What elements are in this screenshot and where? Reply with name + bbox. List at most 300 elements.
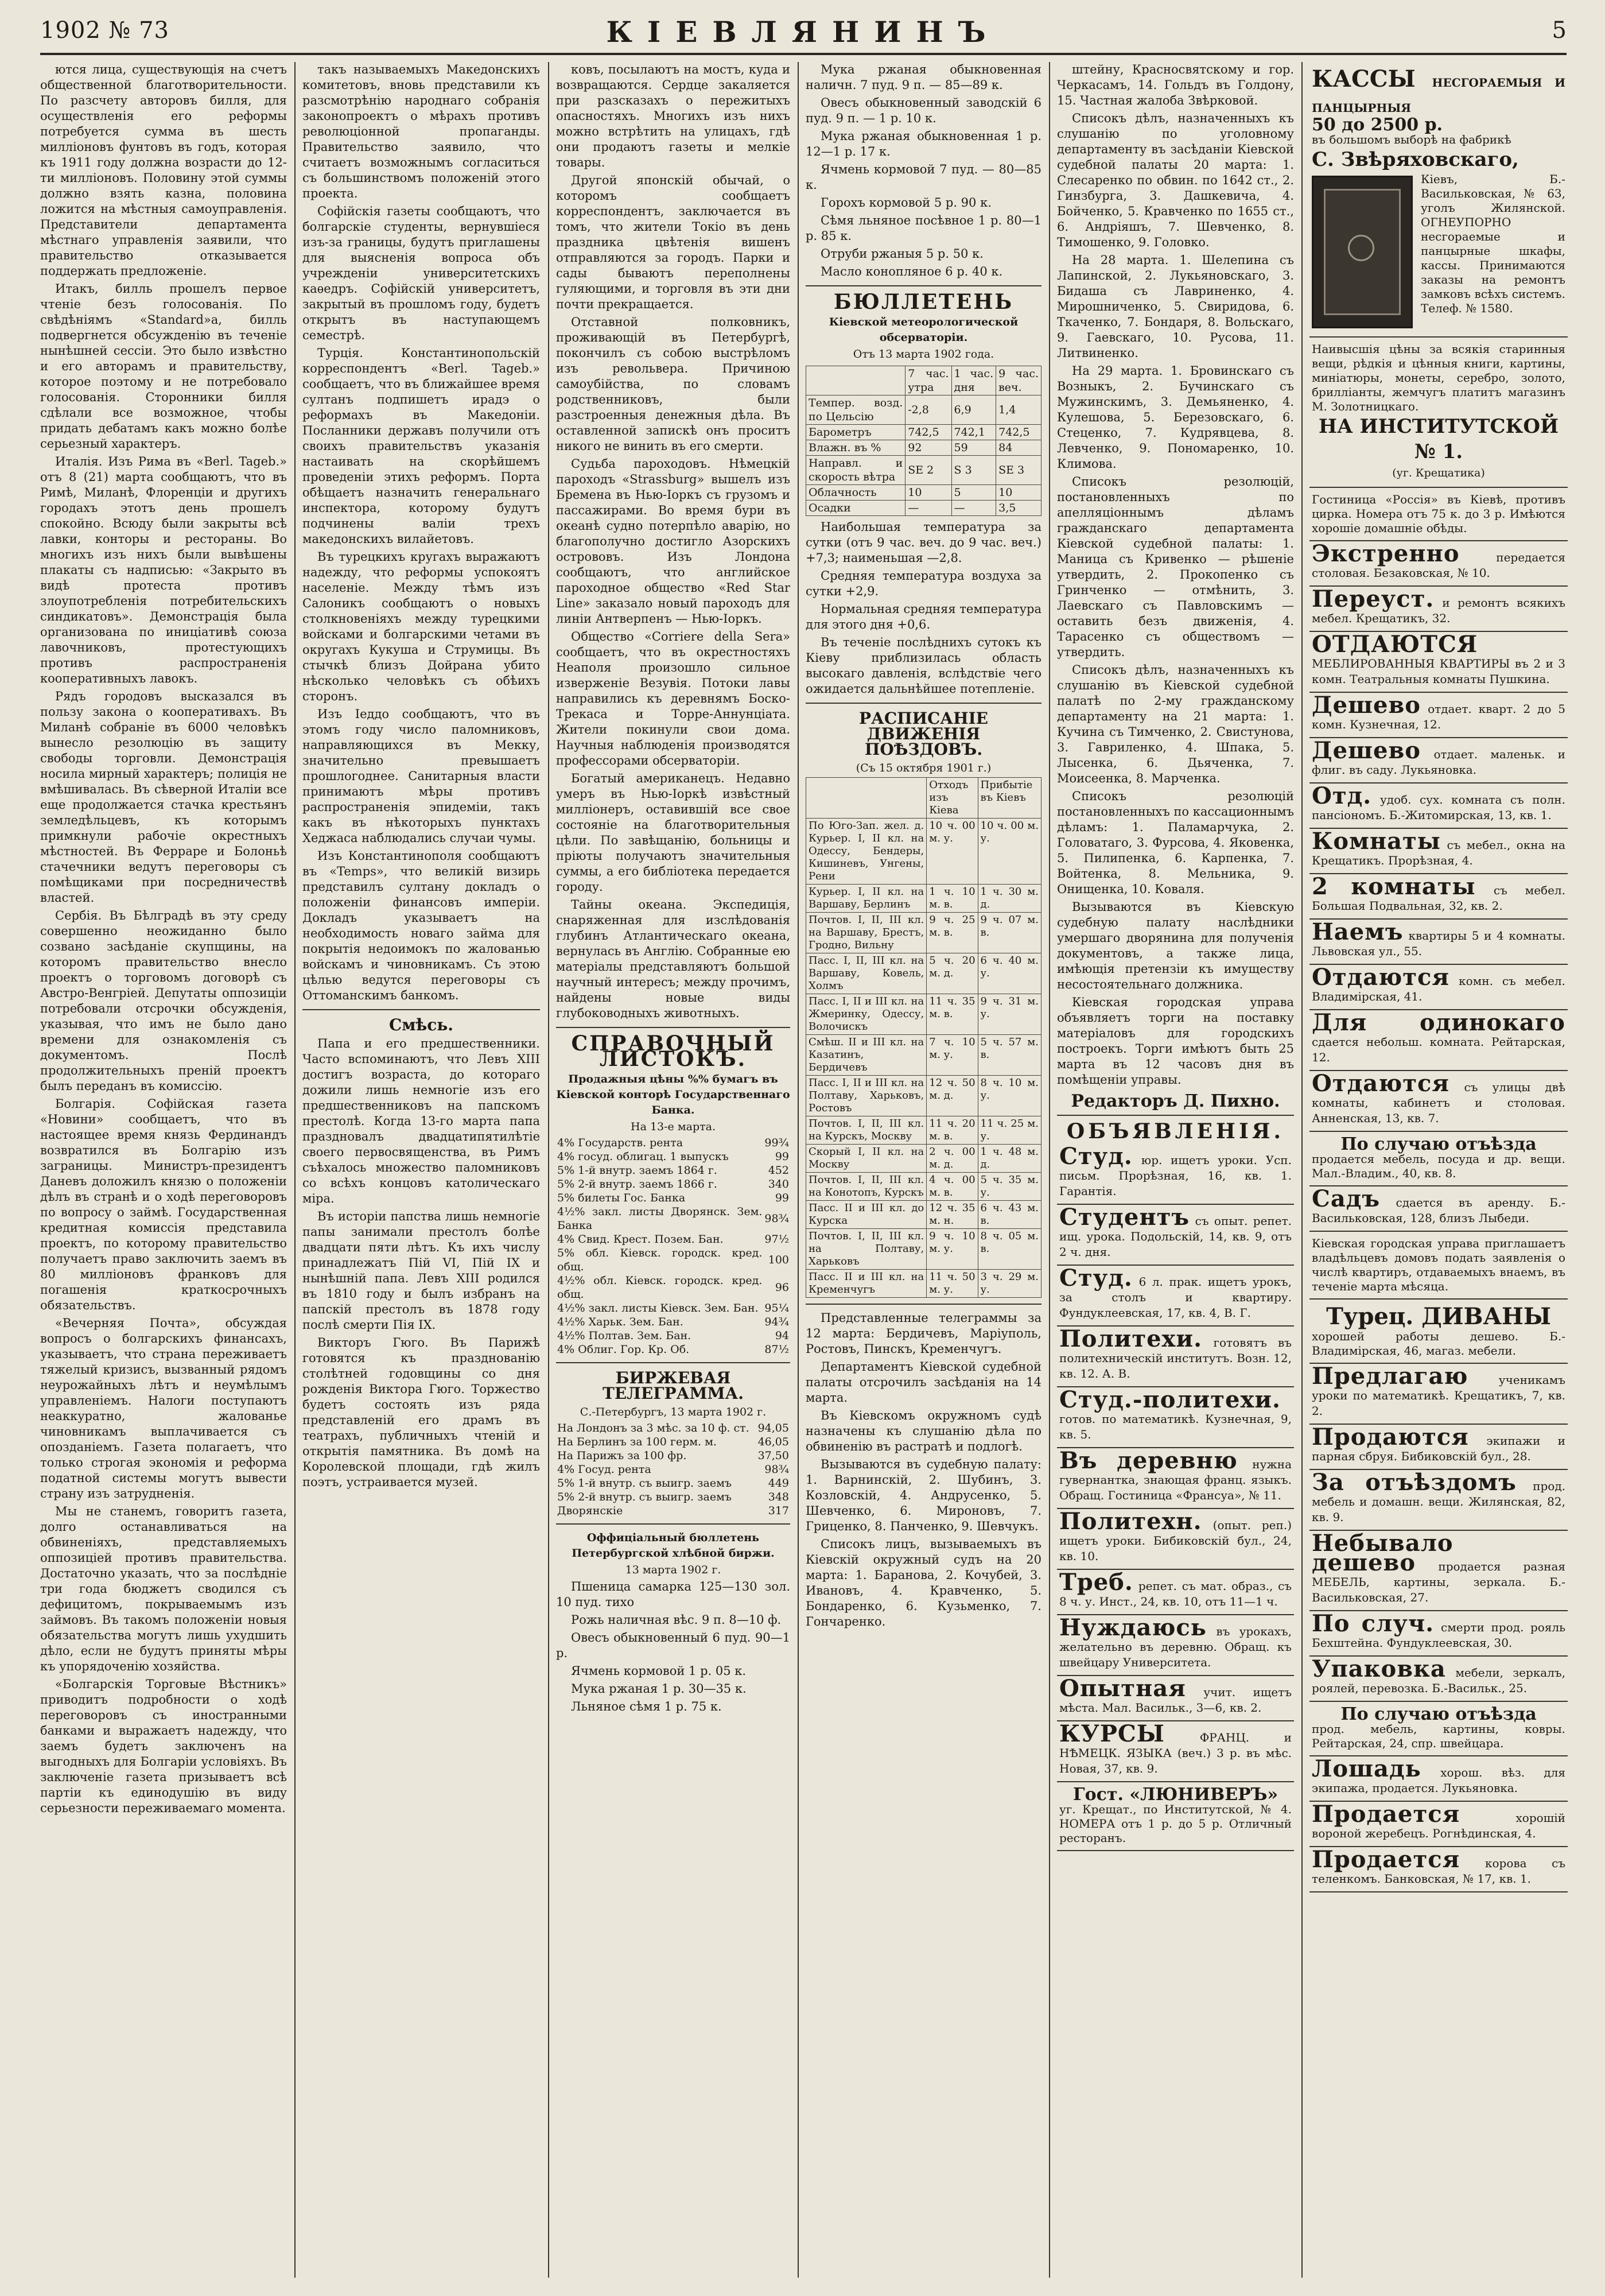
- weather-notes: [806, 519, 1041, 697]
- table-row: [806, 425, 1041, 440]
- arrival-time: 3 ч. 29 м. у.: [978, 1270, 1041, 1298]
- ad-text: (опыт. реп.) ищетъ уроки. Бибиковскій бул., 24, кв. 10.: [1059, 1518, 1292, 1563]
- court-notice: Списокъ лицъ, вызываемыхъ въ Кіевскій окружный судъ на 20 марта: 1. Баранова, 2. Кочубей, 3. Ивановъ, 4. Кравченко, 5. Бондаренко, 6. Кузьменко, 7. Гончаренко.: [806, 1537, 1041, 1628]
- rate-value: 98¾: [764, 1463, 789, 1476]
- column-rule: [1049, 62, 1050, 2278]
- ad-keyword: Студ.: [1059, 1265, 1133, 1292]
- arrival-time: 9 ч. 31 м. у.: [978, 994, 1041, 1035]
- safe-ad-text: въ большомъ выборѣ на фабрикѣ: [1312, 133, 1511, 146]
- antique-ad-sub: (уг. Крещатика): [1392, 467, 1485, 479]
- article-paragraph: Италія. Изъ Рима въ «Berl. Tageb.» отъ 8 (21) марта сообщаютъ, что въ Римѣ, Миланѣ, Флоренціи и другихъ городахъ этотъ день прошелъ спокойно. Всюду были закрыты всѣ лавки, конторы и рестораны. Во многихъ изъ нихъ были вывѣшены плакаты съ надписью: «Закрыто въ видѣ протеста противъ злоупотребленія потребительскихъ синдикатовъ». Демонстрація была организована по иниціативѣ союза лавочниковъ, протестующихъ противъ распространенія кооперативныхъ лавокъ.: [40, 455, 287, 685]
- ad-keyword: Дешево: [1312, 692, 1421, 719]
- section-divider: [556, 1362, 790, 1363]
- weather-row-label: Осадки: [806, 501, 906, 516]
- departure-time: 9 ч. 25 м. в.: [927, 913, 978, 953]
- train-route: По Юго-Зап. жел. д. Курьер. I, II кл. на Одессу, Бендеры, Кишиневъ, Унгены, Рени: [806, 819, 927, 885]
- ads-heading: ОБЪЯВЛЕНІЯ.: [1066, 1119, 1285, 1143]
- rate-label: 5% 2-й внутр. съ выигр. заемъ: [557, 1491, 732, 1503]
- ad-text: прод. мебель и домашн. вещи. Жилянская, 82, кв. 9.: [1312, 1479, 1565, 1524]
- rate-label: 4% Свид. Крест. Позем. Бан.: [557, 1233, 724, 1246]
- ad-text: мебели, зеркалъ, роялей, перевозка. Б.-Васильк., 25.: [1312, 1666, 1565, 1695]
- column-4: [806, 62, 1041, 2278]
- safe-knob-shape: [1348, 235, 1374, 261]
- table-row: [806, 395, 1041, 425]
- classified-ad: [1057, 1205, 1294, 1266]
- timetable-heading: РАСПИСАНІЕ ДВИЖЕНІЯ ПОѢЗДОВЪ.: [858, 709, 989, 759]
- ad-keyword: Политехи.: [1059, 1325, 1202, 1352]
- ad-text: МЕБЛИРОВАННЫЯ КВАРТИРЫ въ 2 и 3 комн. Театральныя комнаты Пушкина.: [1312, 657, 1565, 686]
- safe-ad: [1309, 62, 1568, 338]
- hotel-ad: [1057, 1782, 1294, 1851]
- antique-ad: [1309, 338, 1568, 488]
- reference-subheading: Продажныя цѣны %% бумагъ въ Кіевской конторѣ Государственнаго Банка.: [556, 1073, 790, 1116]
- train-timetable: [806, 777, 1041, 1298]
- column-rule: [548, 62, 549, 2278]
- arrival-time: 8 ч. 10 м. у.: [978, 1076, 1041, 1116]
- rate-label: 4% Облиг. Гор. Кр. Об.: [557, 1343, 690, 1356]
- section-divider: [1057, 1115, 1294, 1116]
- table-row: [806, 456, 1041, 485]
- article-paragraph: Списокъ резолюцій постановленныхъ по кассационнымъ дѣламъ: 1. Паламарчука, 2. Головатаго, 3. Фурсова, 4. Яковенка, 5. Пилипенка, 6. Карпенка, 7. Войтенка, 8. Мельника, 9. Онищенка, 10. Коваля.: [1057, 789, 1294, 896]
- rate-value: 452: [768, 1164, 789, 1177]
- table-row: [556, 1421, 790, 1435]
- ad-text: юр. ищетъ уроки. Усп. письм. Прорѣзная, 16, кв. 1. Гарантія.: [1059, 1153, 1292, 1198]
- reference-date: На 13-е марта.: [631, 1120, 716, 1133]
- train-route: Пасс. II и III кл. до Курска: [806, 1201, 927, 1229]
- article-paragraph: Общество «Corriere della Sera» сообщаетъ, что въ окрестностяхъ Неаполя произошло сильное изверженіе Везувія. Потоки лавы направились къ деревнямъ Боско-Трекаса и Торре-Аннунціата. Жители покинули свои дома. Научныя наблюденія производятся профессорами обсерваторіи.: [556, 630, 790, 767]
- article-paragraph: Изъ Іеддо сообщаютъ, что въ этомъ году число паломниковъ, направляющихся въ Мекку, значительно превышаетъ прошлогоднее. Санитарныя власти принимаютъ мѣры противъ распространенія эпидеміи, такъ какъ въ нѣкоторыхъ пунктахъ Хеджаса наблюдались случаи чумы.: [302, 707, 540, 845]
- rate-value: 317: [768, 1504, 789, 1517]
- weather-row-label: Облачность: [806, 485, 906, 501]
- table-row: [806, 1173, 1041, 1201]
- ad-text: готовятъ въ политехническій институтъ. Возн. 12, кв. 12. А. В.: [1059, 1336, 1292, 1380]
- market-price-line: Мука ржаная обыкновенная наличн. 7 пуд. 9 п. — 85—89 к.: [806, 63, 1041, 92]
- court-notice: Вызываются въ судебную палату: 1. Варнинскій, 2. Шубинъ, 3. Козловскій, 4. Андрусенко, 5. Шевченко, 6. Мироновъ, 7. Гриценко, 8. Панченко, 9. Шевчукъ.: [806, 1457, 1041, 1533]
- arrival-time: 5 ч. 57 м. в.: [978, 1035, 1041, 1076]
- column-5: [1057, 62, 1294, 2278]
- departure-time: 9 ч. 10 м. у.: [927, 1229, 978, 1270]
- ad-keyword: Отд.: [1312, 782, 1372, 809]
- ad-keyword: КУРСЫ: [1059, 1720, 1165, 1747]
- hotel-text: уг. Крещат., по Институтской, № 4. НОМЕРА отъ 1 р. до 5 р. Отличный ресторанъ.: [1059, 1802, 1292, 1845]
- article-paragraph: штейну, Красносвятскому и гор. Черкасамъ, 14. Гольдъ въ Голдону, 15. Частная жалоба Звѣрковой.: [1057, 63, 1294, 107]
- ad-text: хорош. вѣз. для экипажа, продается. Лукьяновка.: [1312, 1766, 1565, 1795]
- weather-note: Наибольшая температура за сутки (отъ 9 час. веч. до 9 час. веч.) +7,3; наименьшая —2,8.: [806, 520, 1041, 565]
- grain-price-line: Ячмень кормовой 1 р. 05 к.: [571, 1664, 747, 1678]
- ad-keyword: Для одинокаго: [1312, 1009, 1565, 1036]
- masthead: [40, 13, 1567, 55]
- rate-value: 348: [768, 1491, 789, 1503]
- table-row: [556, 1315, 790, 1329]
- ad-keyword: Отдаются: [1312, 964, 1449, 991]
- article-paragraph: Сербія. Въ Бѣлградѣ въ эту среду совершенно неожиданно было созвано засѣданіе скупщины, на которомъ правительство внесло проектъ о торговомъ договорѣ съ Австро-Венгріей. Депутаты оппозиціи потребовали отсрочки обсужденія, указывая, что имъ не было дано времени для ознакомленія съ документомъ. Послѣ продолжительныхъ преній проектъ былъ переданъ въ комиссію.: [40, 909, 287, 1093]
- classified-ad: [1309, 1611, 1568, 1657]
- ad-text: нужна гувернантка, знающая франц. языкъ. Обращ. Гостиница «Франсуа», № 11.: [1059, 1457, 1292, 1502]
- classified-ad: [1309, 784, 1568, 829]
- table-row: [556, 1463, 790, 1476]
- classified-ad: [1309, 693, 1568, 738]
- rate-label: 4½% Харьк. Зем. Бан.: [557, 1316, 683, 1328]
- ad-keyword: Наемъ: [1312, 918, 1404, 945]
- arrival-time: 6 ч. 40 м. у.: [978, 953, 1041, 994]
- ad-text: комн. съ мебел. Владимірская, 41.: [1312, 974, 1565, 1003]
- table-row: [556, 1232, 790, 1246]
- table-row: [556, 1150, 790, 1163]
- weather-heading: БЮЛЛЕТЕНЬ: [833, 290, 1014, 314]
- rate-value: 99: [775, 1150, 789, 1163]
- article-paragraph: Другой японскій обычай, о которомъ сообщаетъ корреспондентъ, заключается въ томъ, что жители Токіо въ день праздника цвѣтенія вишенъ отправляются за городъ. Парки и сады бываютъ переполнены гуляющими, и торговля въ эти дни почти прекращается.: [556, 173, 790, 311]
- rate-label: 4% госуд. облигац. 1 выпускъ: [557, 1150, 729, 1163]
- classified-ad: [1309, 1470, 1568, 1531]
- table-row: [806, 953, 1041, 994]
- article-paragraph: ются лица, существующія на счетъ общественной благотворительности. По разсчету авторовъ билля, для осуществленія его реформы потребуется сумма въ шесть милліоновъ фунтовъ въ годъ, которая къ 1911 году должна возрасти до 12-ти милліоновъ. Половину этой суммы должно взять казна, половина ложится на мѣстныя самоуправленія. Представители департамента мѣстнаго управленія заявили, что правительство отказывается поддержать предложеніе.: [40, 63, 287, 278]
- classified-ads: [1309, 1364, 1568, 1702]
- column-1: [40, 62, 287, 2278]
- classified-ad: [1309, 587, 1568, 632]
- ad-text: смерти прод. рояль Бехштейна. Фундуклеевская, 30.: [1312, 1620, 1565, 1650]
- column-rule: [798, 62, 799, 2278]
- train-route: Почтов. I, II, III кл. на Конотопъ, Курскъ: [806, 1173, 927, 1201]
- weather-value: -2,8: [906, 395, 951, 425]
- ad-keyword: Продается: [1312, 1801, 1460, 1828]
- article-paragraph: Викторъ Гюго. Въ Парижѣ готовятся къ празднованію столѣтней годовщины со дня рожденія Виктора Гюго. Торжество будетъ состоять изъ ряда представленій его драмъ въ театрахъ, публичныхъ чтеній и открытія памятника. Въ домѣ на Королевской площади, гдѣ жилъ поэтъ, устраивается музей.: [302, 1336, 540, 1489]
- ad-keyword: За отъѣздомъ: [1312, 1469, 1517, 1496]
- weather-date: Отъ 13 марта 1902 года.: [853, 348, 994, 360]
- weather-column-header: 1 час. дня: [951, 366, 996, 395]
- classified-ad: [1057, 1327, 1294, 1387]
- exchange-telegram-heading: БИРЖЕВАЯ ТЕЛЕГРАММА.: [602, 1368, 744, 1403]
- table-row: [806, 1201, 1041, 1229]
- ad-keyword: Треб.: [1059, 1569, 1133, 1596]
- classified-ad: [1309, 1071, 1568, 1132]
- weather-note: Средняя температура воздуха за сутки +2,9.: [806, 569, 1041, 598]
- newspaper-title: КІЕВЛЯНИНЪ: [606, 15, 1001, 49]
- departure-ad-title: По случаю отъѣзда: [1340, 1134, 1537, 1154]
- ad-keyword: Политехн.: [1059, 1508, 1202, 1535]
- ad-text: корова съ теленкомъ. Банковская, № 17, кв. 1.: [1312, 1856, 1565, 1886]
- table-row: [806, 913, 1041, 953]
- divans-ad-title: Турец. ДИВАНЫ: [1326, 1303, 1551, 1330]
- ad-keyword: Экстренно: [1312, 540, 1460, 567]
- departure-time: 12 ч. 50 м. д.: [927, 1076, 978, 1116]
- weather-column-header: 7 час. утра: [906, 366, 951, 395]
- timetable-column-header: Прибытіе въ Кіевъ: [978, 778, 1041, 819]
- arrival-time: 1 ч. 30 м. д.: [978, 885, 1041, 913]
- section-heading-smes: Смѣсь.: [388, 1015, 454, 1034]
- departure-time: 7 ч. 10 м. у.: [927, 1035, 978, 1076]
- table-row: [556, 1205, 790, 1232]
- train-route: Скорый I, II кл. на Москву: [806, 1145, 927, 1173]
- article-paragraph: Тайны океана. Экспедиція, снаряженная для изслѣдованія глубинъ Атлантическаго океана, вернулась въ Англію. Собранные ею матеріалы представляютъ большой научный интересъ; между прочимъ, найдены новые виды глубоководныхъ животныхъ.: [556, 898, 790, 1020]
- article-paragraph: Въ турецкихъ кругахъ выражаютъ надежду, что реформы успокоятъ населеніе. Между тѣмъ изъ Салоникъ сообщаютъ о новыхъ столкновеніяхъ между турецкими войсками и болгарскими четами въ округахъ Кукуша и Струмицы. Въ стычкѣ близъ Дойрана убито нѣсколько человѣкъ съ обѣихъ сторонъ.: [302, 550, 540, 703]
- court-notice: Въ Кіевскомъ окружномъ судѣ назначены къ слушанію дѣла по обвиненію въ растратѣ и подлогѣ.: [806, 1409, 1041, 1453]
- rate-label: 4½% закл. листы Кіевск. Зем. Бан.: [557, 1302, 759, 1314]
- exchange-telegram-date: С.-Петербургъ, 13 марта 1902 г.: [580, 1406, 767, 1418]
- ad-text: 6 л. прак. ищетъ урокъ, за столъ и квартиру. Фундуклеевская, 17, кв. 4, В. Г.: [1059, 1275, 1292, 1320]
- weather-value: 6,9: [951, 395, 996, 425]
- table-row: [806, 1145, 1041, 1173]
- departure-time: 1 ч. 10 м. в.: [927, 885, 978, 913]
- ad-keyword: Предлагаю: [1312, 1363, 1468, 1390]
- rate-value: 94,05: [757, 1422, 789, 1434]
- securities-table: [556, 1136, 790, 1356]
- ad-keyword: Дешево: [1312, 737, 1421, 764]
- article-paragraph: «Вечерняя Почта», обсуждая вопросъ о болгарскихъ финансахъ, указываетъ, что страна переживаетъ тяжелый кризисъ, вызванный рядомъ неурожайныхъ лѣтъ и неумѣлымъ управленіемъ. Налоги поступаютъ неаккуратно, жалованье чиновникамъ выплачивается съ опозданіемъ. Газета полагаетъ, что только строгая экономія и реформа податной системы могутъ вывести страну изъ затрудненія.: [40, 1316, 287, 1500]
- safe-ad-price: 50 до 2500 р.: [1312, 115, 1443, 135]
- departure-time: 4 ч. 00 м. в.: [927, 1173, 978, 1201]
- article-paragraph: Изъ Константинополя сообщаютъ въ «Temps», что великій визирь представилъ султану докладъ о положеніи финансовъ имперіи. Докладъ указываетъ на необходимость новаго займа для покрытія недоимокъ по жалованью войскамъ и чиновникамъ. Съ этою цѣлью ведутся переговоры съ Оттоманскимъ банкомъ.: [302, 849, 540, 1002]
- table-row: [556, 1301, 790, 1315]
- grain-price-line: Рожь наличная вѣс. 9 п. 8—10 ф.: [571, 1613, 782, 1627]
- ad-text: передается столовая. Безаковская, № 10.: [1312, 550, 1565, 580]
- weather-value: 10: [906, 485, 951, 501]
- train-route: Почтов. I, II, III кл. на Варшаву, Брестъ, Гродно, Вильну: [806, 913, 927, 953]
- arrival-time: 6 ч. 43 м. в.: [978, 1201, 1041, 1229]
- arrival-time: 9 ч. 07 м. в.: [978, 913, 1041, 953]
- table-row: [556, 1136, 790, 1150]
- section-divider: [806, 703, 1041, 704]
- rate-value: 449: [768, 1477, 789, 1490]
- article-paragraph: Итакъ, билль прошелъ первое чтеніе безъ голосованія. По свѣдѣніямъ «Standard»а, билль подвергнется обсужденію въ теченіе нынѣшней сессіи. Это было извѣстно и его авторамъ и правительству, которое поэтому и не потребовало голосованія. Сторонники билля сдѣлали все возможное, чтобы придать дебатамъ какъ можно болѣе серьезный характеръ.: [40, 282, 287, 451]
- grain-price-line: Мука ржаная 1 р. 30—35 к.: [571, 1682, 747, 1696]
- classified-ad: [1057, 1676, 1294, 1721]
- court-notice: Представленные телеграммы за 12 марта: Бердичевъ, Маріуполь, Ростовъ, Пинскъ, Кременчугъ.: [806, 1311, 1041, 1356]
- departure-time: 11 ч. 20 м. в.: [927, 1116, 978, 1145]
- city-notice-text: Кіевская городская управа приглашаетъ владѣльцевъ домовъ подать заявленія о числѣ квартиръ, отдаваемыхъ внаемъ, въ теченіе марта мѣсяца.: [1312, 1236, 1565, 1293]
- rate-value: 94: [775, 1329, 789, 1342]
- editor-signature: Редакторъ Д. Пихно.: [1071, 1091, 1280, 1111]
- grain-price-line: Льняное сѣмя 1 р. 75 к.: [571, 1700, 722, 1713]
- safe-ad-address: Кіевъ, Б.-Васильковская, № 63, уголъ Жилянской. ОГНЕУПОРНО несгораемые и панцырные шкафы, кассы. Принимаются заказы на ремонтъ замковъ всѣхъ системъ. Телеф. № 1580.: [1421, 172, 1565, 315]
- classified-ad: [1057, 1266, 1294, 1327]
- hotel-name: Гост. «ЛЮНИВЕРЪ»: [1072, 1785, 1278, 1805]
- table-row: [806, 994, 1041, 1035]
- classified-ad: [1309, 541, 1568, 587]
- classified-ads: [1309, 541, 1568, 1132]
- market-price-line: Овесъ обыкновенный заводскій 6 пуд. 9 п. — 1 р. 10 к.: [806, 96, 1041, 125]
- classified-ad: [1309, 1657, 1568, 1702]
- ad-keyword: Переуст.: [1312, 585, 1435, 612]
- ad-text: продается разная МЕБЕЛЬ, картины, зеркала. Б.-Васильковская, 27.: [1312, 1560, 1565, 1604]
- classified-ad: [1057, 1509, 1294, 1570]
- ad-keyword: По случ.: [1312, 1610, 1435, 1637]
- table-row: [556, 1449, 790, 1463]
- weather-row-label: Барометръ: [806, 425, 906, 440]
- ad-text: квартиры 5 и 4 комнаты. Львовская ул., 55.: [1312, 929, 1565, 958]
- hotel-russia-ad: [1309, 488, 1568, 541]
- article-paragraph: «Болгарскія Торговые Вѣстникъ» приводитъ подробности о ходѣ переговоровъ съ иностранными банками и выражаетъ надежду, что заемъ будетъ заключенъ на выгодныхъ для Болгаріи условіяхъ. Въ заключеніе газета призываетъ всѣ партіи къ единодушію въ виду серьезности переживаемаго момента.: [40, 1677, 287, 1815]
- article-paragraph: Списокъ резолюцій, постановленныхъ по апелляціоннымъ дѣламъ гражданскаго департамента Кіевской судебной палаты: 1. Маница съ Кривенко — рѣшеніе утвердить, 2. Прокопенко съ Гринченко — отмѣнить, 3. Лаевскаго съ Павловскимъ — оставить безъ движенія, 4. Тарасенко съ обществомъ — утвердить.: [1057, 475, 1294, 659]
- timetable-column-header: [806, 778, 927, 819]
- section-divider: [806, 1304, 1041, 1305]
- train-route: Пасс. I, II и III кл. на Полтаву, Харьковъ, Ростовъ: [806, 1076, 927, 1116]
- rate-label: 4½% Полтав. Зем. Бан.: [557, 1329, 691, 1342]
- section-divider: [302, 1009, 540, 1010]
- table-row: [806, 1116, 1041, 1145]
- article-paragraph: Софійскія газеты сообщаютъ, что болгарскіе студенты, вернувшіеся изъ-за границы, будутъ приглашены для выясненія вопроса объ учрежденіи университетскихъ каѳедръ. Софійскій университетъ, закрытый въ прошломъ году, будетъ открытъ въ наступающемъ семестрѣ.: [302, 204, 540, 342]
- departure-time: 10 ч. 00 м. у.: [927, 819, 978, 885]
- court-notice: Департаментъ Кіевской судебной палаты отсрочилъ засѣданія на 14 марта.: [806, 1360, 1041, 1405]
- grain-list: [556, 1579, 790, 1715]
- weather-value: 92: [906, 440, 951, 456]
- table-row: [556, 1274, 790, 1301]
- arrival-time: 5 ч. 35 м. у.: [978, 1173, 1041, 1201]
- rate-label: 5% 1-й внутр. заемъ 1864 г.: [557, 1164, 717, 1177]
- market-price-line: Сѣмя льняное посѣвное 1 р. 80—1 р. 85 к.: [806, 214, 1041, 243]
- ad-keyword: 2 комнаты: [1312, 873, 1476, 900]
- antique-ad-title: НА ИНСТИТУТСКОЙ № 1.: [1318, 415, 1559, 463]
- arrival-time: 8 ч. 05 м. в.: [978, 1229, 1041, 1270]
- rate-label: 4½% закл. листы Дворянск. Зем. Банка: [557, 1205, 763, 1232]
- train-route: Курьер. I, II кл. на Варшаву, Берлинъ: [806, 885, 927, 913]
- article-paragraph: Турція. Константинопольскій корреспондентъ «Berl. Tageb.» сообщаетъ, что въ ближайшее время султанъ подпишетъ ирадэ о реформахъ въ Македоніи. Посланники державъ получили отъ своихъ правительствъ указанія настаивать на скорѣйшемъ проведеніи этихъ реформъ. Порта обѣщаетъ назначить генеральнаго инспектора, которому будутъ подчинены валіи трехъ македонскихъ вилайетовъ.: [302, 346, 540, 546]
- weather-table: [806, 366, 1041, 516]
- section-divider: [556, 1523, 790, 1525]
- market-price-line: Масло конопляное 6 р. 40 к.: [821, 265, 1003, 278]
- rate-label: 5% билеты Гос. Банка: [557, 1192, 686, 1204]
- ad-text: экипажи и парная сбруя. Бибиковскій бул., 28.: [1312, 1434, 1565, 1463]
- ad-text: съ мебел., окна на Крещатикъ. Прорѣзная, 4.: [1312, 838, 1565, 867]
- rate-value: 340: [768, 1178, 789, 1190]
- table-row: [556, 1163, 790, 1177]
- weather-value: 742,1: [951, 425, 996, 440]
- antique-ad-text: Наивысшія цѣны за всякія старинныя вещи, рѣдкія и цѣнныя книги, картины, миніатюры, монеты, серебро, золото, брилліанты, жемчугъ платитъ магазинъ М. Золотницкаго.: [1312, 342, 1565, 413]
- column-rule: [1301, 62, 1303, 2278]
- safe-ad-title-word: КАССЫ: [1312, 65, 1416, 92]
- table-row: [806, 1076, 1041, 1116]
- column-rule: [294, 62, 296, 2278]
- rate-label: 4½% обл. Кіевск. городск. кред. общ.: [557, 1274, 763, 1301]
- classified-ad: [1309, 1010, 1568, 1071]
- rate-label: 5% 1-й внутр. съ выигр. заемъ: [557, 1477, 732, 1490]
- article-paragraph: На 29 марта. 1. Бровинскаго съ Возныкъ, 2. Бучинскаго съ Мужинскимъ, 3. Демьяненко, 4. Кулешова, 5. Березовскаго, 6. Стеценко, 7. Кудрявцева, 8. Левченко, 9. Пономаренко, 10. Климова.: [1057, 364, 1294, 471]
- weather-value: 59: [951, 440, 996, 456]
- rate-label: На Лондонъ за 3 мѣс. за 10 ф. ст.: [557, 1422, 749, 1434]
- departure-ad-text: продается мебель, посуда и др. вещи. Мал.-Владим., 40, кв. 8.: [1312, 1152, 1565, 1180]
- ad-keyword: Комнаты: [1312, 828, 1441, 855]
- weather-value: 3,5: [996, 501, 1041, 516]
- market-price-line: Ячмень кормовой 7 пуд. — 80—85 к.: [806, 162, 1041, 192]
- article-paragraph: Списокъ дѣлъ, назначенныхъ къ слушанію по уголовному департаменту въ засѣданіи Кіевской судебной палаты 20 марта: 1. Слесаренко по обвин. по 1642 ст., 2. Гинзбурга, 3. Дашкевича, 4. Бойченко, 5. Кравченко по 1655 ст., 6. Андріяшъ, 7. Шевченко, 8. Тимошенко, 9. Головко.: [1057, 111, 1294, 249]
- classified-ad: [1309, 965, 1568, 1010]
- table-row: [556, 1476, 790, 1490]
- article-paragraph: Отставной полковникъ, проживающій въ Петербургѣ, покончилъ съ собою выстрѣломъ изъ револьвера. Причиною самоубійства, по словамъ родственниковъ, были разстроенныя денежныя дѣла. Въ оставленной запискѣ онъ проситъ никого не винить въ его смерти.: [556, 315, 790, 453]
- article-paragraph: Списокъ дѣлъ, назначенныхъ къ слушанію въ Кіевской судебной палатѣ по 2-му гражданскому департаменту на 21 марта: 1. Кучина съ Тимченко, 2. Свистунова, 3. Гавриленко, 4. Шпака, 5. Лысенка, 6. Дьяченка, 7. Моисеенка, 8. Марченка.: [1057, 663, 1294, 785]
- table-row: [806, 501, 1041, 516]
- train-route: Пасс. I, II, III кл. на Варшаву, Ковель, Холмъ: [806, 953, 927, 994]
- departure-ad-title: По случаю отъѣзда: [1340, 1704, 1537, 1724]
- ad-text: съ опыт. репет. ищ. урока. Подольскій, 14, кв. 9, отъ 2 ч. дня.: [1059, 1214, 1292, 1259]
- rate-value: 46,05: [757, 1436, 789, 1448]
- article-paragraph: ковъ, посылаютъ на мостъ, куда и возвращаются. Сердце закаляется при разсказахъ о пережитыхъ опасностяхъ. Многихъ изъ нихъ можно встрѣтить на улицахъ, гдѣ они продаютъ газеты и мелкіе товары.: [556, 63, 790, 169]
- classified-ads: [1309, 1756, 1568, 1892]
- article-paragraph: Рядъ городовъ высказался въ пользу закона о кооперативахъ. Въ Миланѣ собраніе въ 6000 человѣкъ вынесло резолюцію въ защиту свободы торговли. Демонстрація носила мирный характеръ; полиція не вмѣшивалась. Въ сѣверной Италіи все еще продолжается стачка крестьянъ земледѣльцевъ, къ которымъ примкнули рабочіе окрестныхъ мѣстностей. Въ Ферраре и Болоньѣ стачечники ведутъ переговоры съ помѣщиками при посредничествѣ властей.: [40, 689, 287, 905]
- classified-ad: [1309, 1364, 1568, 1425]
- classified-ad: [1309, 1802, 1568, 1847]
- table-row: [556, 1343, 790, 1356]
- rate-label: На Парижъ за 100 фр.: [557, 1449, 687, 1462]
- column-3: [556, 62, 790, 2278]
- rate-value: 97½: [764, 1233, 789, 1246]
- column-2: [302, 62, 540, 2278]
- ad-text: хорошій вороной жеребецъ. Рогнѣдинская, 4.: [1312, 1811, 1565, 1840]
- classified-ads: [1057, 1144, 1294, 1782]
- garden-ad-text: сдается въ аренду. Б.-Васильковская, 128, близъ Лыбеди.: [1312, 1196, 1565, 1225]
- train-route: Смѣш. II и III кл. на Казатинъ, Бердичевъ: [806, 1035, 927, 1076]
- rate-value: 100: [768, 1254, 789, 1266]
- grain-price-line: Овесъ обыкновенный 6 пуд. 90—1 р.: [556, 1631, 790, 1660]
- train-route: Почтов. I, II, III кл. на Полтаву, Харьковъ: [806, 1229, 927, 1270]
- classified-ad: [1309, 738, 1568, 784]
- market-price-line: Мука ржаная обыкновенная 1 р. 12—1 р. 17 к.: [806, 129, 1041, 158]
- timetable-column-header: Отходъ изъ Кіева: [927, 778, 978, 819]
- rate-value: 98¾: [764, 1212, 789, 1225]
- rate-label: На Берлинъ за 100 герм. м.: [557, 1436, 717, 1448]
- section-divider: [806, 285, 1041, 286]
- classified-ad: [1309, 920, 1568, 965]
- weather-value: —: [906, 501, 951, 516]
- article-paragraph: Вызываются въ Кіевскую судебную палату наслѣдники умершаго дворянина для полученія документовъ, а также лица, имѣющія претензіи къ имуществу несостоятельнаго должника.: [1057, 900, 1294, 991]
- train-route: Пасс. I, II и III кл. на Жмеринку, Одессу, Волочискъ: [806, 994, 927, 1035]
- safe-ad-subtitle: НЕСГОРАЕМЫЯ И ПАНЦЫРНЫЯ: [1312, 76, 1565, 115]
- classified-ad: [1309, 829, 1568, 874]
- classified-ad: [1057, 1721, 1294, 1782]
- table-row: [556, 1177, 790, 1191]
- departure-time: 11 ч. 35 м. в.: [927, 994, 978, 1035]
- article-paragraph: Болгарія. Софійская газета «Новини» сообщаетъ, что въ настоящее время князь Фердинандъ возвратился въ Болгарію изъ заграницы. Министръ-президентъ Даневъ доложилъ князю о положеніи дѣлъ въ странѣ и о ходѣ переговоровъ по вопросу о займѣ. Государственная кредитная комиссія представила проектъ, по которому правительство получаетъ право заключить заемъ въ 80 милліоновъ франковъ для погашенія краткосрочныхъ обязательствъ.: [40, 1097, 287, 1312]
- classified-ad: [1309, 1847, 1568, 1892]
- table-row: [806, 885, 1041, 913]
- classified-ad: [1309, 632, 1568, 693]
- table-row: [806, 485, 1041, 501]
- weather-column-header: [806, 366, 906, 395]
- departure-ad: [1309, 1132, 1568, 1186]
- ad-text: готов. по математикѣ. Кузнечная, 9, кв. 5.: [1059, 1412, 1292, 1441]
- weather-row-label: Направл. и скорость вѣтра: [806, 456, 906, 485]
- ad-keyword: Студ.-политехи.: [1059, 1386, 1281, 1413]
- weather-subheading: Кіевской метеорологической обсерваторіи.: [829, 316, 1019, 344]
- safe-ad-maker: С. Звѣряховскаго,: [1312, 148, 1519, 171]
- table-row: [556, 1504, 790, 1518]
- ad-keyword: Лошадь: [1312, 1755, 1421, 1782]
- weather-value: 742,5: [996, 425, 1041, 440]
- train-route: Пасс. II и III кл. на Кременчугъ: [806, 1270, 927, 1298]
- rate-value: 87½: [764, 1343, 789, 1356]
- rate-label: 4% Государств. рента: [557, 1137, 683, 1149]
- rate-value: 99: [775, 1192, 789, 1204]
- rate-value: 37,50: [757, 1449, 789, 1462]
- ad-text: ученикамъ уроки по математикѣ. Крещатикъ, 7, кв. 2.: [1312, 1373, 1565, 1418]
- column-6: [1309, 62, 1568, 2278]
- timetable-subheading: (Съ 15 октября 1901 г.): [856, 762, 992, 774]
- departure-ad: [1309, 1702, 1568, 1756]
- ad-text: съ улицы двѣ комнаты, кабинетъ и столовая. Анненская, 13, кв. 7.: [1312, 1080, 1565, 1125]
- table-row: [806, 819, 1041, 885]
- weather-value: 5: [951, 485, 996, 501]
- divans-ad-text: хорошей работы дешево. Б.-Владимірская, 46, магаз. мебели.: [1312, 1329, 1565, 1358]
- classified-ad: [1057, 1448, 1294, 1509]
- grain-bulletin-date: 13 марта 1902 г.: [625, 1564, 721, 1576]
- ad-text: ФРАНЦ. и НѢМЕЦК. ЯЗЫКА (веч.) 3 р. въ мѣс. Новая, 37, кв. 9.: [1059, 1731, 1292, 1775]
- table-row: [806, 1035, 1041, 1076]
- garden-ad: [1309, 1186, 1568, 1232]
- arrival-time: 1 ч. 48 м. д.: [978, 1145, 1041, 1173]
- exchange-table: [556, 1421, 790, 1518]
- article-paragraph: Папа и его предшественники. Часто вспоминаютъ, что Левъ XIII достигъ возраста, до котораго дожили лишь немногіе изъ его предшественниковъ на папскомъ престолѣ. Когда 13-го марта папа праздновалъ двадцатипятилѣтіе своего первосвященства, въ Римъ съѣхалось множество паломниковъ со всѣхъ концовъ католическаго міра.: [302, 1037, 540, 1205]
- market-list: [806, 62, 1041, 280]
- article-paragraph: Богатый американецъ. Недавно умеръ въ Нью-Іоркѣ извѣстный милліонеръ, оставившій все свое состояніе на благотворительныя цѣли. По завѣщанію, больницы и пріюты получаютъ значительныя суммы, а его библіотека передается городу.: [556, 771, 790, 894]
- rate-label: 4% Госуд. рента: [557, 1463, 651, 1476]
